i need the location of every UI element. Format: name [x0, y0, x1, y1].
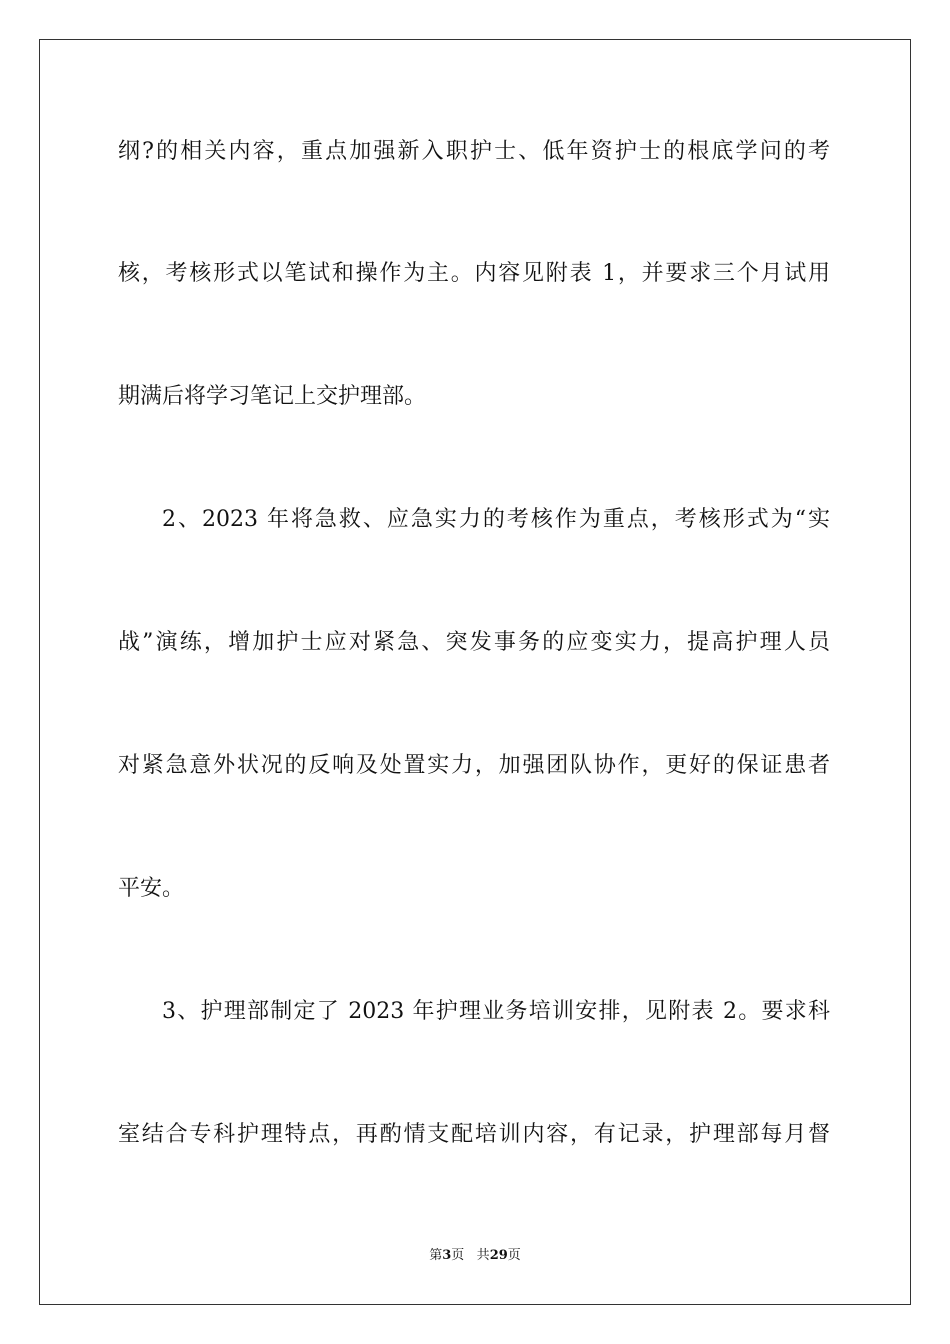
current-page-number: 3 [442, 1248, 452, 1263]
paragraph-2-line-4: 平安。 [118, 876, 185, 901]
paragraph-2-line-1: 2、2023 年将急救、应急实力的考核作为重点，考核形式为“实 [162, 507, 830, 532]
total-prefix: 共 [476, 1248, 490, 1263]
paragraph-1-line-3: 期满后将学习笔记上交护理部。 [118, 384, 427, 409]
page-suffix: 页 [451, 1248, 465, 1263]
paragraph-3-line-2: 室结合专科护理特点，再酌情支配培训内容，有记录，护理部每月督 [118, 1122, 830, 1147]
page-prefix: 第 [429, 1248, 443, 1263]
paragraph-1-line-1: 纲?的相关内容，重点加强新入职护士、低年资护士的根底学问的考 [118, 139, 830, 164]
paragraph-2-line-2: 战”演练，增加护士应对紧急、突发事务的应变实力，提高护理人员 [118, 630, 830, 655]
total-page-number: 29 [489, 1248, 508, 1263]
paragraph-1-line-2: 核，考核形式以笔试和操作为主。内容见附表 1，并要求三个月试用 [118, 261, 830, 286]
page-border [39, 39, 911, 1305]
paragraph-3-line-1: 3、护理部制定了 2023 年护理业务培训安排，见附表 2。要求科 [162, 999, 830, 1024]
paragraph-2-line-3: 对紧急意外状况的反响及处置实力，加强团队协作，更好的保证患者 [118, 753, 830, 778]
page-footer [0, 1247, 950, 1265]
total-suffix: 页 [507, 1248, 521, 1263]
